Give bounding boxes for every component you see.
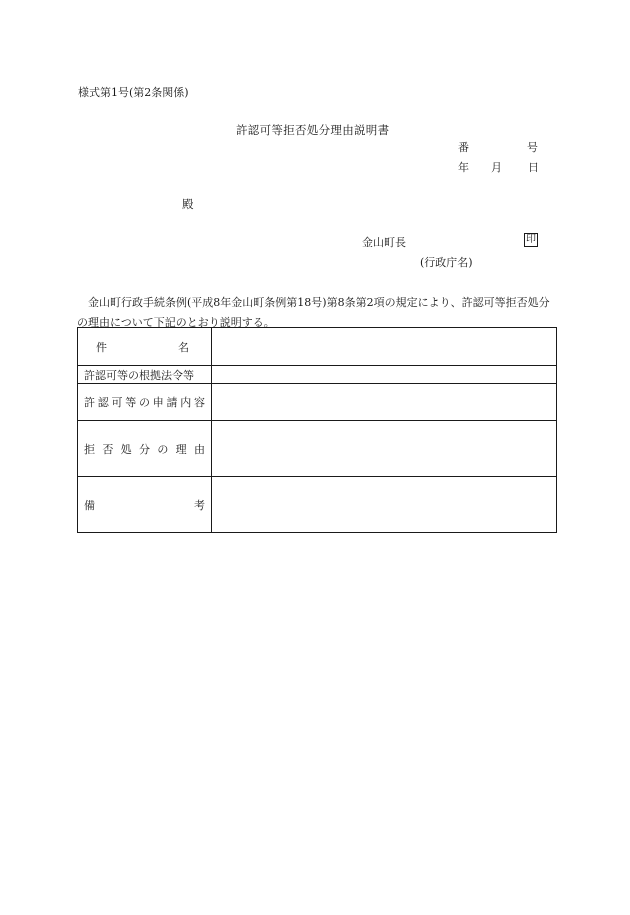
row-label-remarks bbox=[84, 497, 205, 513]
label-char: 処 bbox=[120, 442, 132, 456]
table-label-cell bbox=[78, 477, 212, 533]
label-char: 考 bbox=[194, 499, 205, 512]
table-label-cell bbox=[78, 421, 212, 477]
issuer-agency-name-label: (行政庁名) bbox=[420, 256, 473, 269]
row-label-legal-basis: 許認可等の根拠法令等 bbox=[84, 368, 194, 382]
label-char: 理 bbox=[175, 442, 187, 456]
date-year-label: 年 bbox=[458, 161, 469, 174]
label-char: 認 bbox=[97, 396, 109, 409]
table-label-cell bbox=[78, 384, 212, 421]
label-char: 可 bbox=[111, 396, 123, 409]
issuer-title: 金山町長 bbox=[362, 236, 406, 249]
table-row bbox=[78, 328, 557, 366]
label-char: 名 bbox=[178, 340, 189, 354]
document-title: 許認可等拒否処分理由説明書 bbox=[236, 123, 390, 137]
label-char: 拒 bbox=[84, 442, 95, 456]
value-cell-legal-basis[interactable] bbox=[212, 366, 557, 384]
table-row bbox=[78, 421, 557, 477]
form-number-label: 様式第1号(第2条関係) bbox=[78, 86, 189, 99]
label-char: 容 bbox=[194, 396, 205, 409]
value-cell-item-name[interactable] bbox=[212, 328, 557, 366]
value-cell-application-content[interactable] bbox=[212, 384, 557, 421]
label-char: 等 bbox=[125, 396, 137, 409]
seal-mark: 印 bbox=[526, 234, 536, 245]
date-month-label: 月 bbox=[491, 161, 502, 174]
table-label-cell bbox=[78, 366, 212, 384]
row-label-application-content bbox=[84, 394, 205, 410]
document-number-prefix: 番 bbox=[458, 141, 469, 154]
table-row bbox=[78, 384, 557, 421]
label-char: 由 bbox=[193, 442, 205, 456]
label-char: 備 bbox=[84, 499, 95, 512]
recipient-honorific: 殿 bbox=[182, 197, 194, 211]
table-row bbox=[78, 477, 557, 533]
document-number-suffix: 号 bbox=[527, 141, 538, 154]
label-char: 否 bbox=[102, 442, 114, 456]
label-char: 件 bbox=[96, 340, 107, 354]
date-day-label: 日 bbox=[528, 161, 539, 174]
label-char: 内 bbox=[180, 396, 192, 409]
label-char: 申 bbox=[152, 396, 164, 409]
table-label-cell bbox=[78, 328, 212, 366]
label-char: 請 bbox=[166, 396, 178, 409]
value-cell-remarks[interactable] bbox=[212, 477, 557, 533]
row-label-item-name bbox=[84, 339, 205, 355]
detail-table bbox=[77, 327, 557, 533]
explanation-body-text: 金山町行政手続条例(平成8年金山町条例第18号)第8条第2項の規定により、許認可等拒否処分の理由について下記のとおり説明する。 bbox=[77, 296, 550, 329]
table-row bbox=[78, 366, 557, 384]
label-char: 分 bbox=[138, 442, 150, 456]
value-cell-refusal-reason[interactable] bbox=[212, 421, 557, 477]
row-label-refusal-reason bbox=[84, 441, 205, 457]
label-char: の bbox=[157, 442, 169, 456]
label-char: 許 bbox=[84, 396, 95, 409]
label-char: の bbox=[139, 396, 150, 409]
